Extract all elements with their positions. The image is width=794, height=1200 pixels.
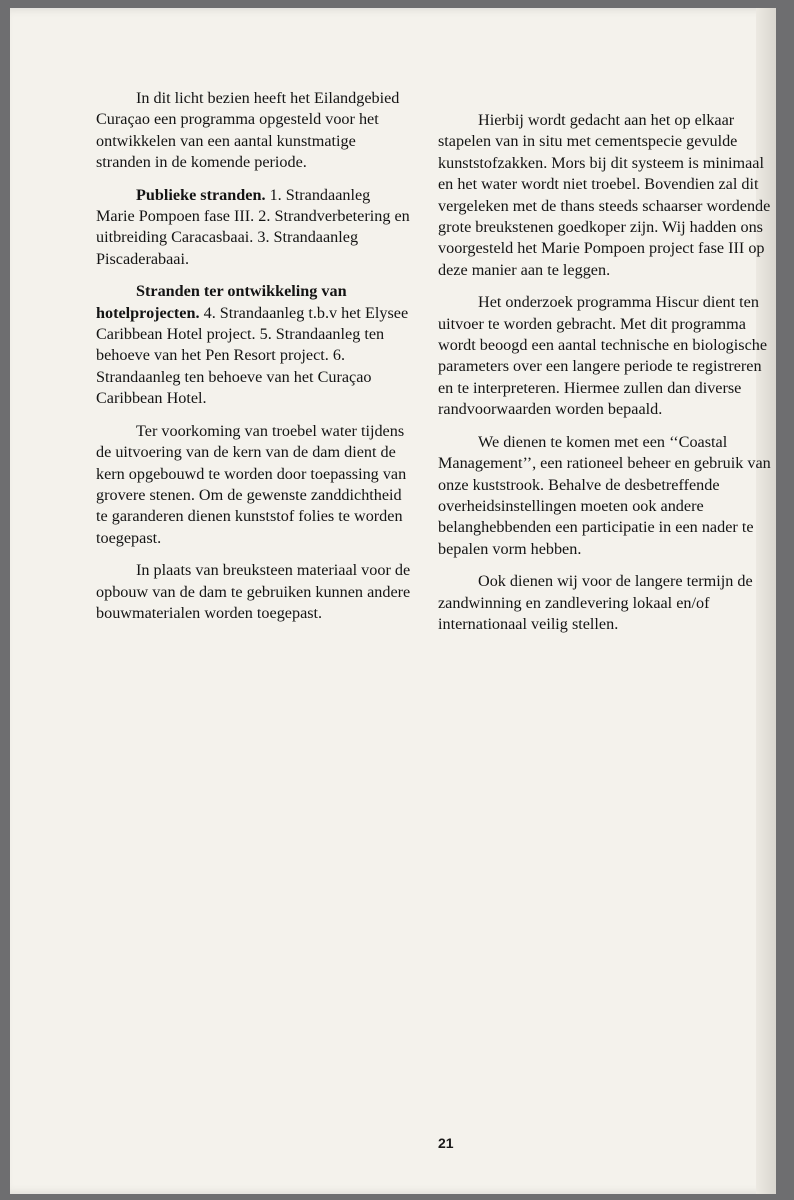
right-paragraph-zandwinning: Ook dienen wij voor de langere termijn de zandwinning en zandlevering lokaal en/of internationaal veilig stellen. <box>438 572 753 633</box>
right-paragraph-coastal-management: We dienen te komen met een ‘‘Coastal Management’’, een rationeel beheer en gebruik van onze kuststrook. Behalve de desbetreffende overheidsinstellingen moeten ook andere belanghebbenden een participatie in een nader te bepalen vorm hebben. <box>438 432 771 558</box>
left-paragraph-troebel-water: Ter voorkoming van troebel water tijdens de uitvoering van de kern van de dam dient de kern opgebouwd te worden door toepassing van grovere stenen. Om de gewenste zanddichtheid te garanderen dienen kunststof folies te worden toegepast. <box>96 421 407 547</box>
left-paragraph-publieke-stranden <box>96 185 412 271</box>
right-paragraph-kunststofzakken: Hierbij wordt gedacht aan het op elkaar stapelen van in situ met cementspecie gevulde kunststofzakken. Mors bij dit systeem is minimaal en het water wordt niet troebel. Bovendien zal dit vergeleken met de thans steeds schaarser wordende grote breukstenen goedkoper zijn. Wij hadden ons voorgesteld het Marie Pompoen project fase III op deze manier aan te leggen. <box>438 111 771 279</box>
document-page <box>10 8 776 1194</box>
heading-publieke-stranden: Publieke stranden. <box>136 185 266 204</box>
left-column <box>96 88 412 635</box>
publieke-stranden-list: 1. Strandaanleg Marie Pompoen fase III. 2. Strandverbetering en uitbreiding Caracasbaai. 3. Strandaanleg Piscaderabaai. <box>96 185 410 268</box>
left-paragraph-bouwmaterialen: In plaats van breuksteen materiaal voor de opbouw van de dam te gebruiken kunnen andere bouwmaterialen worden toegepast. <box>96 561 411 622</box>
page-number: 21 <box>438 1135 454 1151</box>
left-paragraph-1: In dit licht bezien heeft het Eilandgebied Curaçao een programma opgesteld voor het ontwikkelen van een aantal kunstmatige stranden in de komende periode. <box>96 89 400 172</box>
hotelprojecten-list: 4. Strandaanleg t.b.v het Elysee Caribbean Hotel project. 5. Strandaanleg ten behoeve van het Pen Resort project. 6. Strandaanleg ten behoeve van het Curaçao Caribbean Hotel. <box>96 303 409 408</box>
right-column <box>438 110 774 646</box>
left-paragraph-hotelprojecten <box>96 281 412 409</box>
right-paragraph-hiscur: Het onderzoek programma Hiscur dient ten uitvoer te worden gebracht. Met dit programma wordt beoogd een aantal technische en biologische parameters over een langere periode te registreren en te interpreteren. Hiermee zullen dan diverse randvoorwaarden worden bepaald. <box>438 293 768 419</box>
heading-hotelprojecten: Stranden ter ontwikkeling van hotelprojecten. <box>96 282 347 322</box>
